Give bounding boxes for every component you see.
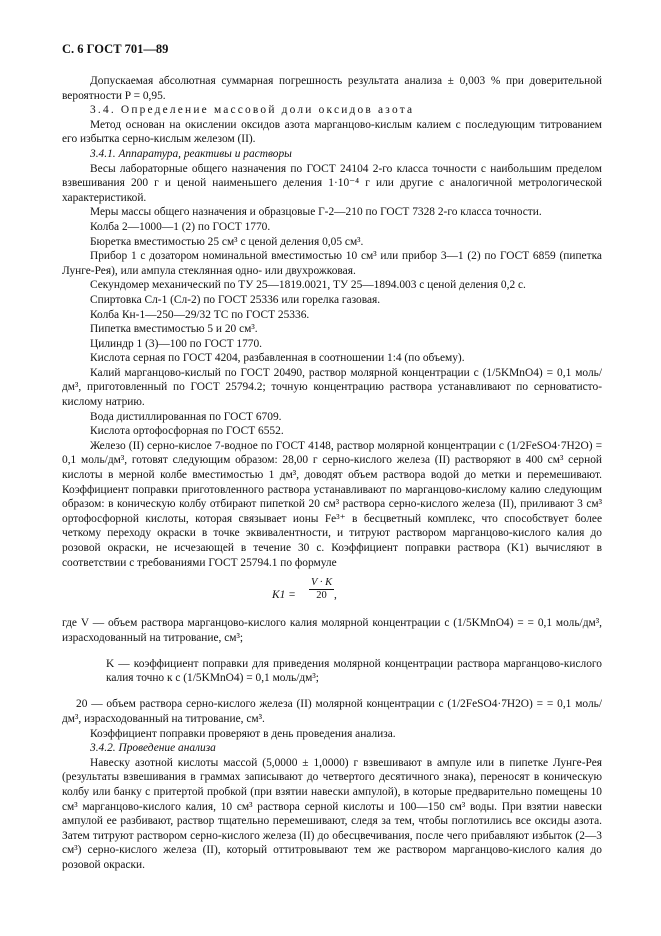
section-heading-3-4: 3.4. Определение массовой доли оксидов азота bbox=[90, 104, 415, 117]
paragraph-weights: Меры массы общего назначения и образцовые Г-2—210 по ГОСТ 7328 2-го класса точности. bbox=[90, 206, 542, 219]
paragraph-cylinder: Цилиндр 1 (3)—100 по ГОСТ 1770. bbox=[90, 337, 263, 350]
page-header: С. 6 ГОСТ 701—89 bbox=[62, 42, 169, 56]
paragraph-device: Прибор 1 с дозатором номинальной вместимостью 10 см³ или прибор 3—1 (2) по ГОСТ 6859 (пипетка Лунге-Рея), или ампула стеклянная одно- или двухрожковая. bbox=[62, 250, 602, 277]
paragraph-pipette: Пипетка вместимостью 5 и 20 см³. bbox=[90, 323, 258, 336]
subsection-heading-3-4-1: 3.4.1. Аппаратура, реактивы и растворы bbox=[90, 147, 292, 160]
formula-tail: , bbox=[334, 589, 337, 602]
paragraph-burette: Бюретка вместимостью 25 см³ с ценой деления 0,05 см³. bbox=[90, 235, 364, 248]
paragraph-method: Метод основан на окислении оксидов азота марганцово-кислым калием с последующим титрованием его избытка серно-кислым железом (II). bbox=[62, 118, 602, 146]
paragraph-procedure: Навеску азотной кислоты массой (5,0000 ± 1,0000) г взвешивают в ампуле или в пипетке Лунге-Рея (результаты взвешивания в граммах записывают до четвертого десятичного знака), переносят в коническую колбу или банку с притертой пробкой (при взятии навески ампулой), в которые предварительно помещены 10 см³ марганцово-кислого калия, 10 см³ раствора серной кислоты и 100—150 см³ воды. При взятии навески ампулой ее разбивают, раствор тщательно перемешивают, следя за тем, чтобы поглотились все оксиды азота. Затем титруют раствором серно-кислого железа (II) до обесцвечивания, после чего прибавляют избыток (2—3 см³) серно-кислого железа (II), который оттитровывают тем же раствором марганцово-кислого калия до розовой окраски. bbox=[62, 756, 602, 871]
formula-lhs: K1 = bbox=[272, 589, 296, 602]
where-v: где V — объем раствора марганцово-кислого калия молярной концентрации c (1/5KMnO4) = = 0,1 моль/дм³, израсходованный на титрование, см³; bbox=[62, 617, 602, 644]
paragraph-phosphoric-acid: Кислота ортофосфорная по ГОСТ 6552. bbox=[90, 425, 284, 438]
where-k: K — коэффициент поправки для приведения молярной концентрации раствора марганцово-кислого калия точно к c (1/5KMnO4) = 0,1 моль/дм³; bbox=[106, 657, 602, 685]
paragraph-conical-flask: Колба Кн-1—250—29/32 ТС по ГОСТ 25336. bbox=[90, 308, 310, 321]
paragraph-water: Вода дистиллированная по ГОСТ 6709. bbox=[90, 410, 282, 423]
paragraph-scales: Весы лабораторные общего назначения по ГОСТ 24104 2-го класса точности с наибольшим пределом взвешивания 200 г и ценой наименьшего деления 1·10⁻⁴ г или другие с аналогичной метрологической характеристикой. bbox=[62, 162, 602, 204]
formula-denominator: 20 bbox=[316, 590, 327, 602]
paragraph-burner: Спиртовка Сл-1 (Сл-2) по ГОСТ 25336 или горелка газовая. bbox=[90, 293, 381, 306]
paragraph-stopwatch: Секундомер механический по ТУ 25—1819.0021, ТУ 25—1894.003 с ценой деления 0,2 с. bbox=[90, 279, 526, 292]
document-body bbox=[62, 74, 602, 872]
paragraph-flask: Колба 2—1000—1 (2) по ГОСТ 1770. bbox=[90, 220, 271, 233]
paragraph-sulfuric-acid: Кислота серная по ГОСТ 4204, разбавленная в соотношении 1:4 (по объему). bbox=[90, 352, 465, 365]
paragraph-permanganate: Калий марганцово-кислый по ГОСТ 20490, раствор молярной концентрации c (1/5KMnO4) = 0,1 моль/дм³, приготовленный по ГОСТ 25794.2; точную концентрацию раствора устанавливают по серноватисто-кислому натрию. bbox=[62, 366, 602, 409]
paragraph-error-limit: Допускаемая абсолютная суммарная погрешность результата анализа ± 0,003 % при доверительной вероятности P = 0,95. bbox=[62, 75, 602, 102]
subsection-heading-3-4-2: 3.4.2. Проведение анализа bbox=[90, 742, 216, 755]
formula-k1 bbox=[62, 570, 602, 616]
where-20: 20 — объем раствора серно-кислого железа (II) молярной концентрации c (1/2FeSO4·7H2O) = = 0,1 моль/дм³, израсходованный на титрование, см³. bbox=[62, 698, 602, 725]
formula-numerator: V · K bbox=[311, 577, 333, 589]
formula-fraction bbox=[309, 577, 334, 602]
paragraph-iron-sulfate: Железо (II) серно-кислое 7-водное по ГОСТ 4148, раствор молярной концентрации c (1/2FeSO4·7H2O) = 0,1 моль/дм³, готовят следующим образом: 28,00 г серно-кислого железа (II) растворяют в 400 см³ серной кислоты в мерной колбе вместимостью 1 дм³, доводят объем раствора водой до метки и перемешивают. Коэффициент поправки приготовленного раствора устанавливают по марганцово-кислому калию следующим образом: в коническую колбу отбирают пипеткой 20 см³ раствора серно-кислого железа (II), приливают 3 см³ ортофосфорной кислоты, которая связывает ионы Fe³⁺ в бесцветный комплекс, что способствует более четкому переходу окраски в точке эквивалентности, и титруют раствором марганцово-кислого калия до розовой окраски, не исчезающей в течение 30 с. Коэффициент поправки раствора (K1) вычисляют в соответствии с требованиями ГОСТ 25794.1 по формуле bbox=[62, 439, 602, 569]
paragraph-check: Коэффициент поправки проверяют в день проведения анализа. bbox=[90, 727, 396, 740]
